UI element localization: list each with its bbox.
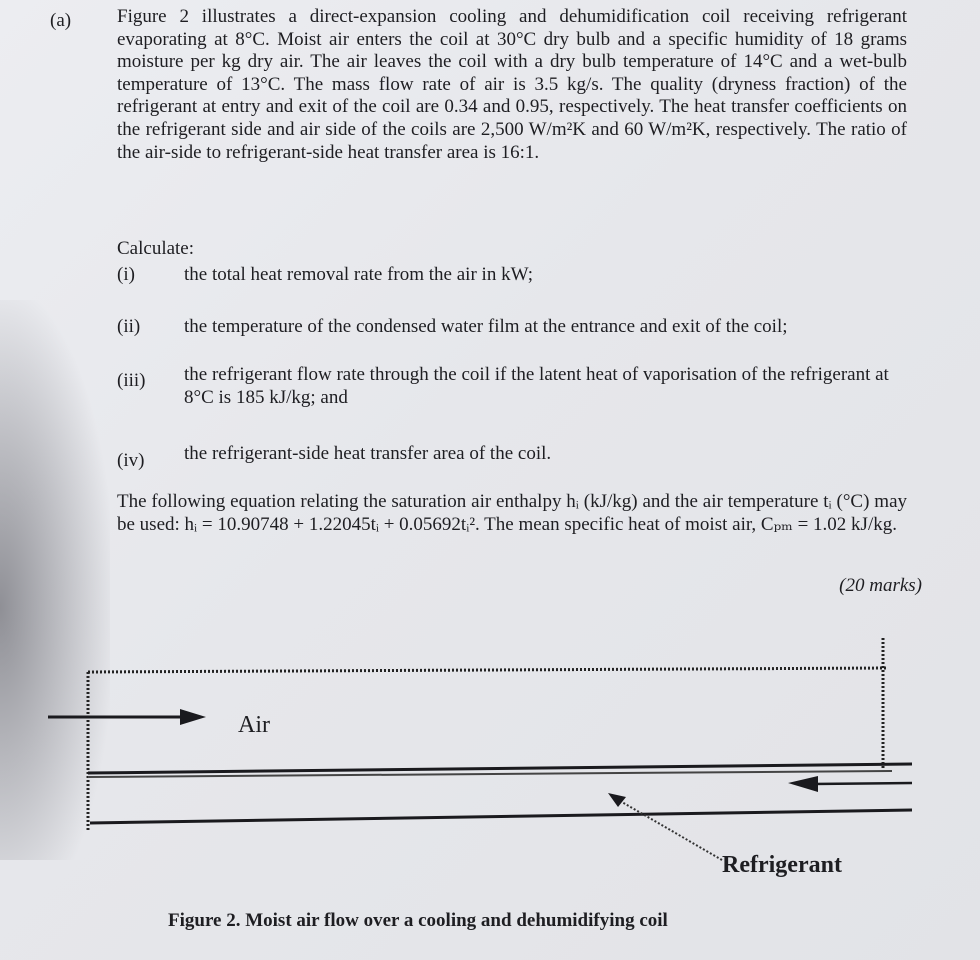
refrigerant-label: Refrigerant — [722, 852, 842, 878]
question-label: (a) — [50, 10, 72, 31]
refrigerant-flow-arrow — [788, 776, 912, 792]
marks-label: (20 marks) — [839, 575, 922, 596]
refrigerant-leader-line — [608, 793, 722, 860]
figure-2 — [0, 630, 980, 930]
item-number: (ii) — [117, 316, 141, 337]
item-text: the refrigerant flow rate through the coil if the latent heat of vaporisation of the refrigerant at 8°C is 185 kJ/kg; and — [184, 364, 889, 408]
figure-caption: Figure 2. Moist air flow over a cooling and dehumidifying coil — [168, 910, 668, 931]
item-text: the total heat removal rate from the air in kW; — [184, 264, 534, 285]
air-flow-arrow — [48, 709, 206, 725]
item-number: (iii) — [117, 370, 146, 391]
item-number: (iv) — [117, 450, 145, 471]
air-label: Air — [238, 712, 270, 738]
problem-statement: Figure 2 illustrates a direct-expansion cooling and dehumidification coil receiving refrigerant evaporating at 8°C. Moist air enters the coil at 30°C dry bulb and a specific humidity of 18 grams moisture per kg dry air. The air leaves the coil with a dry bulb temperature of 14°C and a wet-bulb temperature of 13°C. The mass flow rate of air is 3.5 kg/s. The quality (dryness fraction) of the refrigerant at entry and exit of the coil are 0.34 and 0.95, respectively. The heat transfer coefficients on the refrigerant side and air side of the coils are 2,500 W/m²K and 60 W/m²K, respectively. The ratio of the air-side to refrigerant-side heat transfer area is 16:1. — [117, 6, 907, 163]
coil-tube — [88, 764, 912, 823]
equation-paragraph: The following equation relating the saturation air enthalpy hᵢ (kJ/kg) and the air temperature tᵢ (°C) may be used: hᵢ = 10.90748 + 1.22045tᵢ + 0.05692tᵢ². The mean specific heat of moist air, Cₚₘ = 1.02 kJ/kg. — [117, 491, 907, 535]
duct-boundary — [88, 638, 888, 830]
item-number: (i) — [117, 264, 135, 285]
coil-diagram — [0, 630, 980, 930]
item-text: the temperature of the condensed water film at the entrance and exit of the coil; — [184, 316, 788, 337]
item-text: the refrigerant-side heat transfer area of the coil. — [184, 443, 552, 464]
calculate-heading: Calculate: — [117, 238, 195, 259]
